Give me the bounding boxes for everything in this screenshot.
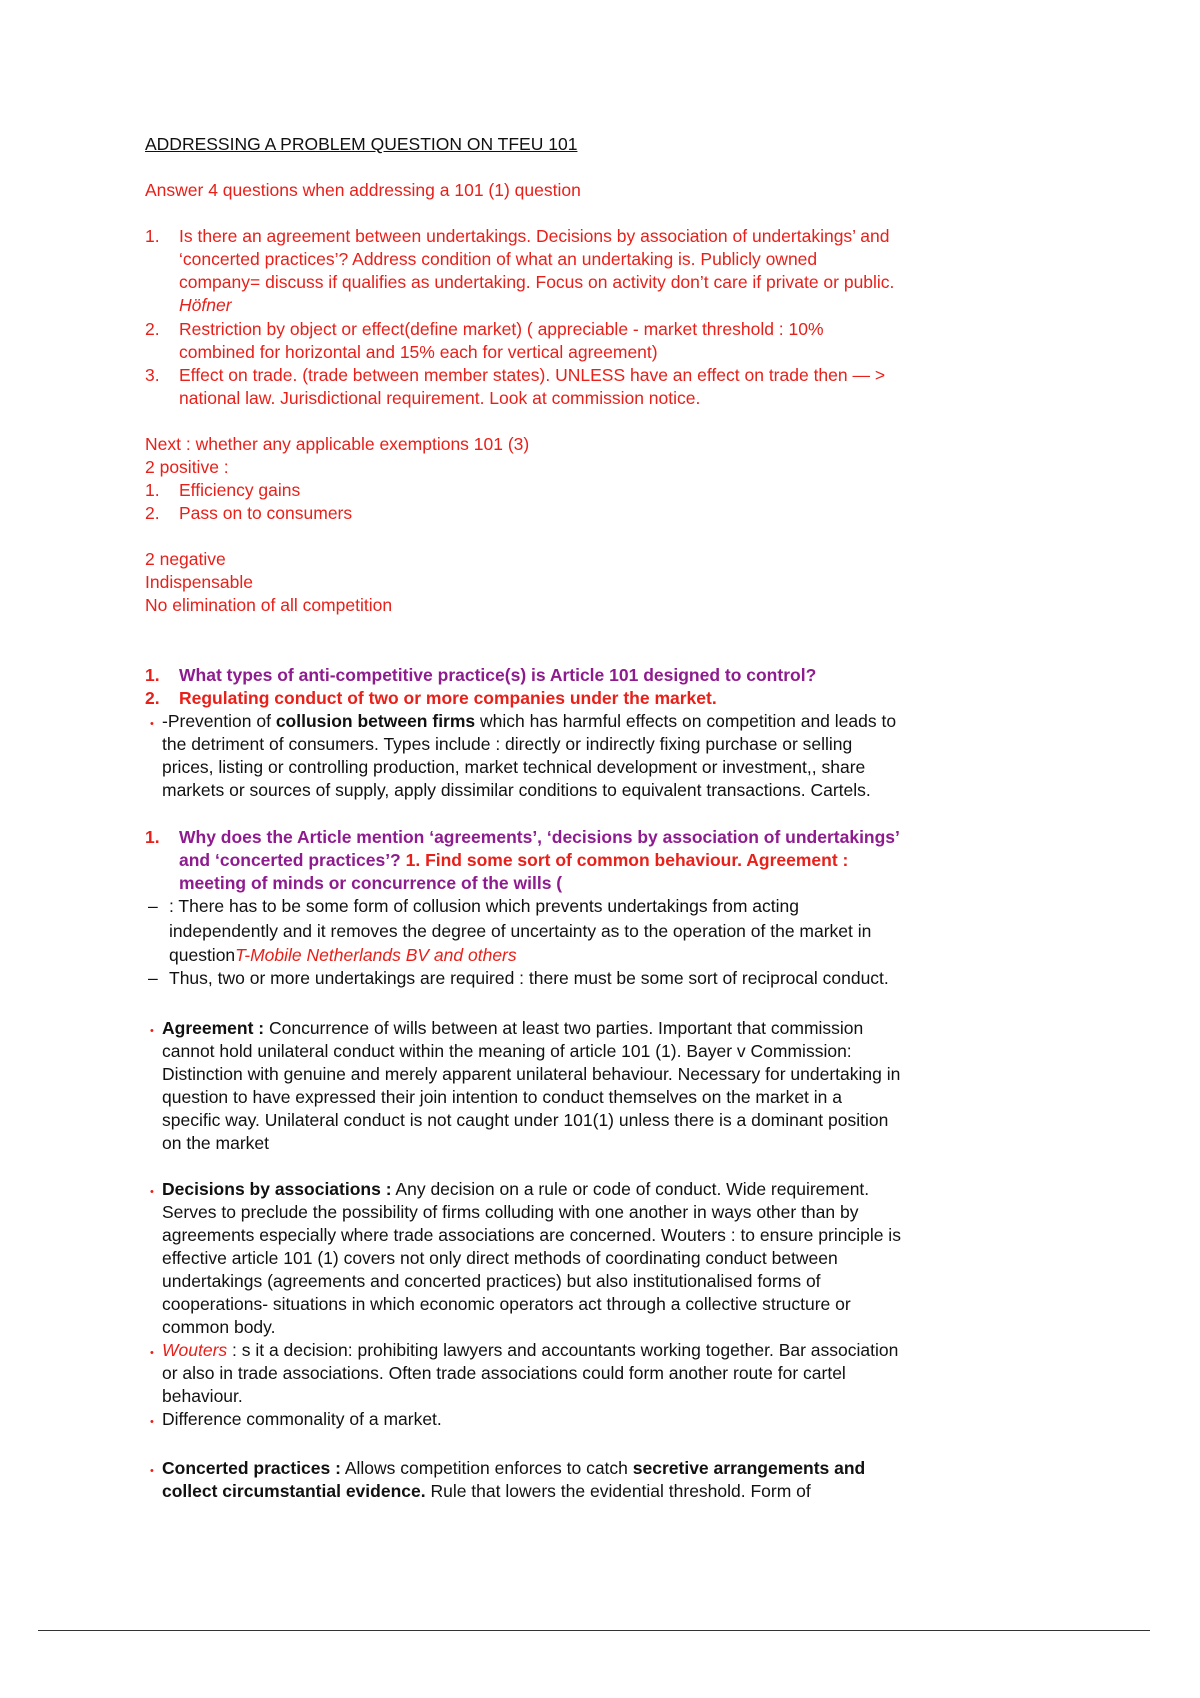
page-title: ADDRESSING A PROBLEM QUESTION ON TFEU 101 <box>145 134 578 154</box>
list-number: 1. <box>145 827 160 847</box>
dash-marker: – <box>148 896 158 916</box>
text-run: question <box>169 945 236 965</box>
list-item: Indispensable <box>145 572 253 592</box>
paragraph-line: behaviour. <box>162 1386 243 1406</box>
paragraph-line: prices, listing or controlling production, market technical development or investment,, share <box>162 757 866 777</box>
paragraph-line: markets or sources of supply, apply dissimilar conditions to equivalent transactions. Cartels. <box>162 780 871 800</box>
text-run: -Prevention of <box>162 711 276 731</box>
paragraph-line: on the market <box>162 1133 269 1153</box>
paragraph <box>162 1339 898 1362</box>
list-number: 2. <box>145 688 160 708</box>
dash-marker: – <box>148 968 158 988</box>
list-item: No elimination of all competition <box>145 595 393 615</box>
paragraph-line: cannot hold unilateral conduct within the meaning of article 101 (1). Bayer v Commission: <box>162 1041 852 1061</box>
positive-label: 2 positive : <box>145 457 229 477</box>
bold-text: Agreement : <box>162 1018 265 1038</box>
list-item: combined for horizontal and 15% each for vertical agreement) <box>179 342 658 362</box>
paragraph-line: specific way. Unilateral conduct is not caught under 101(1) unless there is a dominant position <box>162 1110 889 1130</box>
list-number: 1. <box>145 665 160 685</box>
paragraph <box>162 1017 863 1040</box>
bold-text: collusion between firms <box>275 711 476 731</box>
list-item: Pass on to consumers <box>179 503 353 523</box>
negative-label: 2 negative <box>145 549 226 569</box>
paragraph <box>162 1178 869 1201</box>
text-run: 1. Find some sort of common behaviour. Agreement : <box>405 850 849 870</box>
bold-text: Decisions by associations : <box>162 1179 392 1199</box>
paragraph-line: or also in trade associations. Often trade associations could form another route for cartel <box>162 1363 846 1383</box>
case-name: T-Mobile Netherlands BV and others <box>235 945 517 965</box>
text-run: : s it a decision: prohibiting lawyers and accountants working together. Bar association <box>227 1340 899 1360</box>
case-name: Höfner <box>179 295 232 315</box>
text-run: Concurrence of wills between at least two parties. Important that commission <box>264 1018 864 1038</box>
paragraph-line: question to have expressed their join intention to conduct themselves on the market in a <box>162 1087 842 1107</box>
text-run: and ‘concerted practices’? <box>179 850 406 870</box>
bullet-icon: • <box>150 1186 154 1198</box>
text-run: Any decision on a rule or code of conduct. Wide requirement. <box>391 1179 870 1199</box>
paragraph-line: Thus, two or more undertakings are required : there must be some sort of reciprocal conduct. <box>169 968 889 988</box>
bold-text: secretive arrangements and <box>632 1458 866 1478</box>
bold-text: collect circumstantial evidence. <box>162 1481 426 1501</box>
section-heading: meeting of minds or concurrence of the wills ( <box>179 873 563 893</box>
list-item: national law. Jurisdictional requirement. Look at commission notice. <box>179 388 701 408</box>
exemptions-heading: Next : whether any applicable exemptions 101 (3) <box>145 434 530 454</box>
section-heading <box>179 849 848 872</box>
paragraph-line: the detriment of consumers. Types include : directly or indirectly fixing purchase or selling <box>162 734 853 754</box>
paragraph-line: effective article 101 (1) covers not only direct methods of coordinating conduct between <box>162 1248 838 1268</box>
bullet-icon: • <box>150 1025 154 1037</box>
case-name: Wouters <box>162 1340 228 1360</box>
bullet-icon: • <box>150 1465 154 1477</box>
bullet-icon: • <box>150 1416 154 1428</box>
paragraph-line: undertakings (agreements and concerted practices) but also institutionalised forms of <box>162 1271 821 1291</box>
intro-text: Answer 4 questions when addressing a 101 (1) question <box>145 180 581 200</box>
list-number: 1. <box>145 480 160 500</box>
paragraph-line: Serves to preclude the possibility of firms colluding with one another in ways other than by <box>162 1202 859 1222</box>
paragraph-line: agreements especially where trade associations are concerned. Wouters : to ensure principle is <box>162 1225 901 1245</box>
paragraph-line: : There has to be some form of collusion which prevents undertakings from acting <box>169 896 799 916</box>
list-number: 1. <box>145 226 160 246</box>
section-heading: What types of anti-competitive practice(s) is Article 101 designed to control? <box>179 665 817 685</box>
text-run: which has harmful effects on competition and leads to <box>475 711 897 731</box>
section-heading: Why does the Article mention ‘agreements’, ‘decisions by association of undertakings’ <box>179 827 900 847</box>
text-run: Rule that lowers the evidential threshold. Form of <box>425 1481 811 1501</box>
list-number: 2. <box>145 503 160 523</box>
section-heading: Regulating conduct of two or more companies under the market. <box>179 688 717 708</box>
bold-text: Concerted practices : <box>162 1458 341 1478</box>
paragraph <box>162 1457 865 1480</box>
paragraph-line: independently and it removes the degree of uncertainty as to the operation of the market in <box>169 921 872 941</box>
bullet-icon: • <box>150 1347 154 1359</box>
footer-divider <box>38 1630 1150 1631</box>
paragraph-line: cooperations- situations in which economic operators act through a collective structure or <box>162 1294 851 1314</box>
paragraph <box>162 710 896 733</box>
list-item: Is there an agreement between undertakings. Decisions by association of undertakings’ and <box>179 226 890 246</box>
list-item: Restriction by object or effect(define market) ( appreciable - market threshold : 10% <box>179 319 824 339</box>
paragraph-line <box>169 944 517 967</box>
list-item: Effect on trade. (trade between member states). UNLESS have an effect on trade then — > <box>179 365 886 385</box>
paragraph-line: Distinction with genuine and merely apparent unilateral behaviour. Necessary for undertaking in <box>162 1064 901 1084</box>
list-item: ‘concerted practices’? Address condition of what an undertaking is. Publicly owned <box>179 249 818 269</box>
paragraph-line: common body. <box>162 1317 276 1337</box>
list-item: Efficiency gains <box>179 480 301 500</box>
list-item: company= discuss if qualifies as undertaking. Focus on activity don’t care if private or public. <box>179 272 895 292</box>
paragraph-line <box>162 1480 811 1503</box>
bullet-icon: • <box>150 718 154 730</box>
list-number: 3. <box>145 365 160 385</box>
paragraph-line: Difference commonality of a market. <box>162 1409 442 1429</box>
list-number: 2. <box>145 319 160 339</box>
text-run: Allows competition enforces to catch <box>340 1458 633 1478</box>
